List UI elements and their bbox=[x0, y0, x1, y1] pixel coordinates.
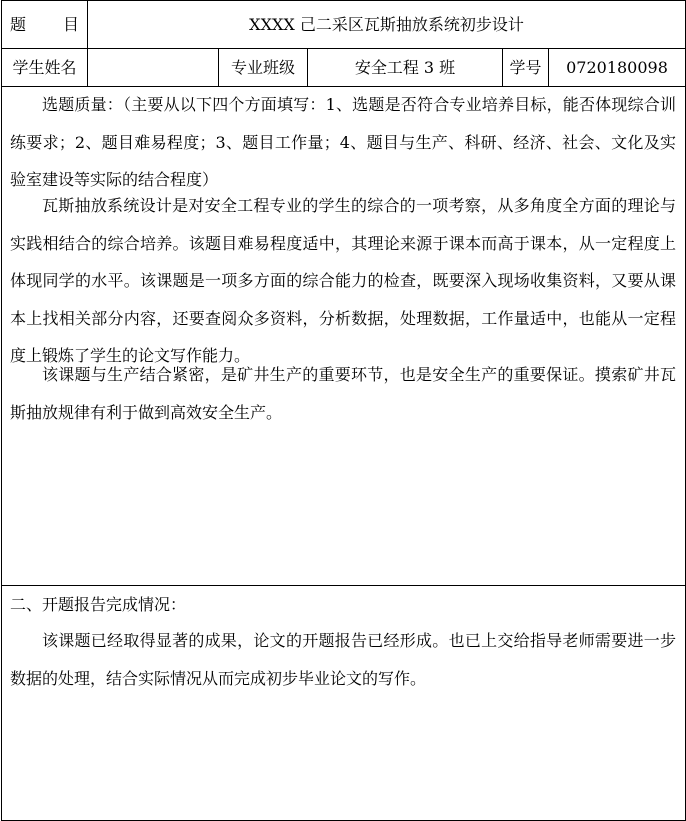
title-label bbox=[2, 1, 87, 48]
student-id-value: 0720180098 bbox=[566, 57, 668, 77]
topic-quality-prompt: 选题质量：（主要从以下四个方面填写：1、选题是否符合专业培养目标，能否体现综合训练要求；2、题目难易程度；3、题目工作量；4、题目与生产、科研、经济、社会、文化及实验室建设等实际的结合程度） bbox=[10, 95, 676, 189]
topic-quality-paragraph-2: 该课题与生产结合紧密，是矿井生产的重要环节，也是安全生产的重要保证。摸索矿井瓦斯抽放规律有利于做到高效安全生产。 bbox=[10, 365, 676, 422]
title-label-char-1: 题 bbox=[10, 14, 27, 34]
proposal-status-heading: 二、开题报告完成情况： bbox=[10, 595, 187, 614]
title-value: XXXX 己二采区瓦斯抽放系统初步设计 bbox=[249, 14, 524, 34]
title-label-char-2: 目 bbox=[62, 14, 79, 34]
major-class-value: 安全工程 3 班 bbox=[354, 57, 456, 77]
table-border-left bbox=[1, 0, 2, 821]
student-name-value bbox=[88, 49, 218, 86]
major-class-label: 专业班级 bbox=[230, 57, 295, 77]
student-name-label: 学生姓名 bbox=[12, 57, 77, 77]
proposal-status-paragraph: 该课题已经取得显著的成果，论文的开题报告已经形成。也已上交给指导老师需要进一步数据的处理，结合实际情况从而完成初步毕业论文的写作。 bbox=[10, 631, 676, 688]
topic-quality-paragraph-1: 瓦斯抽放系统设计是对安全工程专业的学生的综合的一项考察，从多角度全方面的理论与实践相结合的综合培养。该题目难易程度适中，其理论来源于课本而高于课本，从一定程度上体现同学的水平。该课题是一项多方面的综合能力的检查，既要深入现场收集资料，又要从课本上找相关部分内容，还要查阅众多资料，分析数据，处理数据，工作量适中，也能从一定程度上锻炼了学生的论文写作能力。 bbox=[10, 196, 676, 365]
student-id-label: 学号 bbox=[509, 57, 542, 77]
